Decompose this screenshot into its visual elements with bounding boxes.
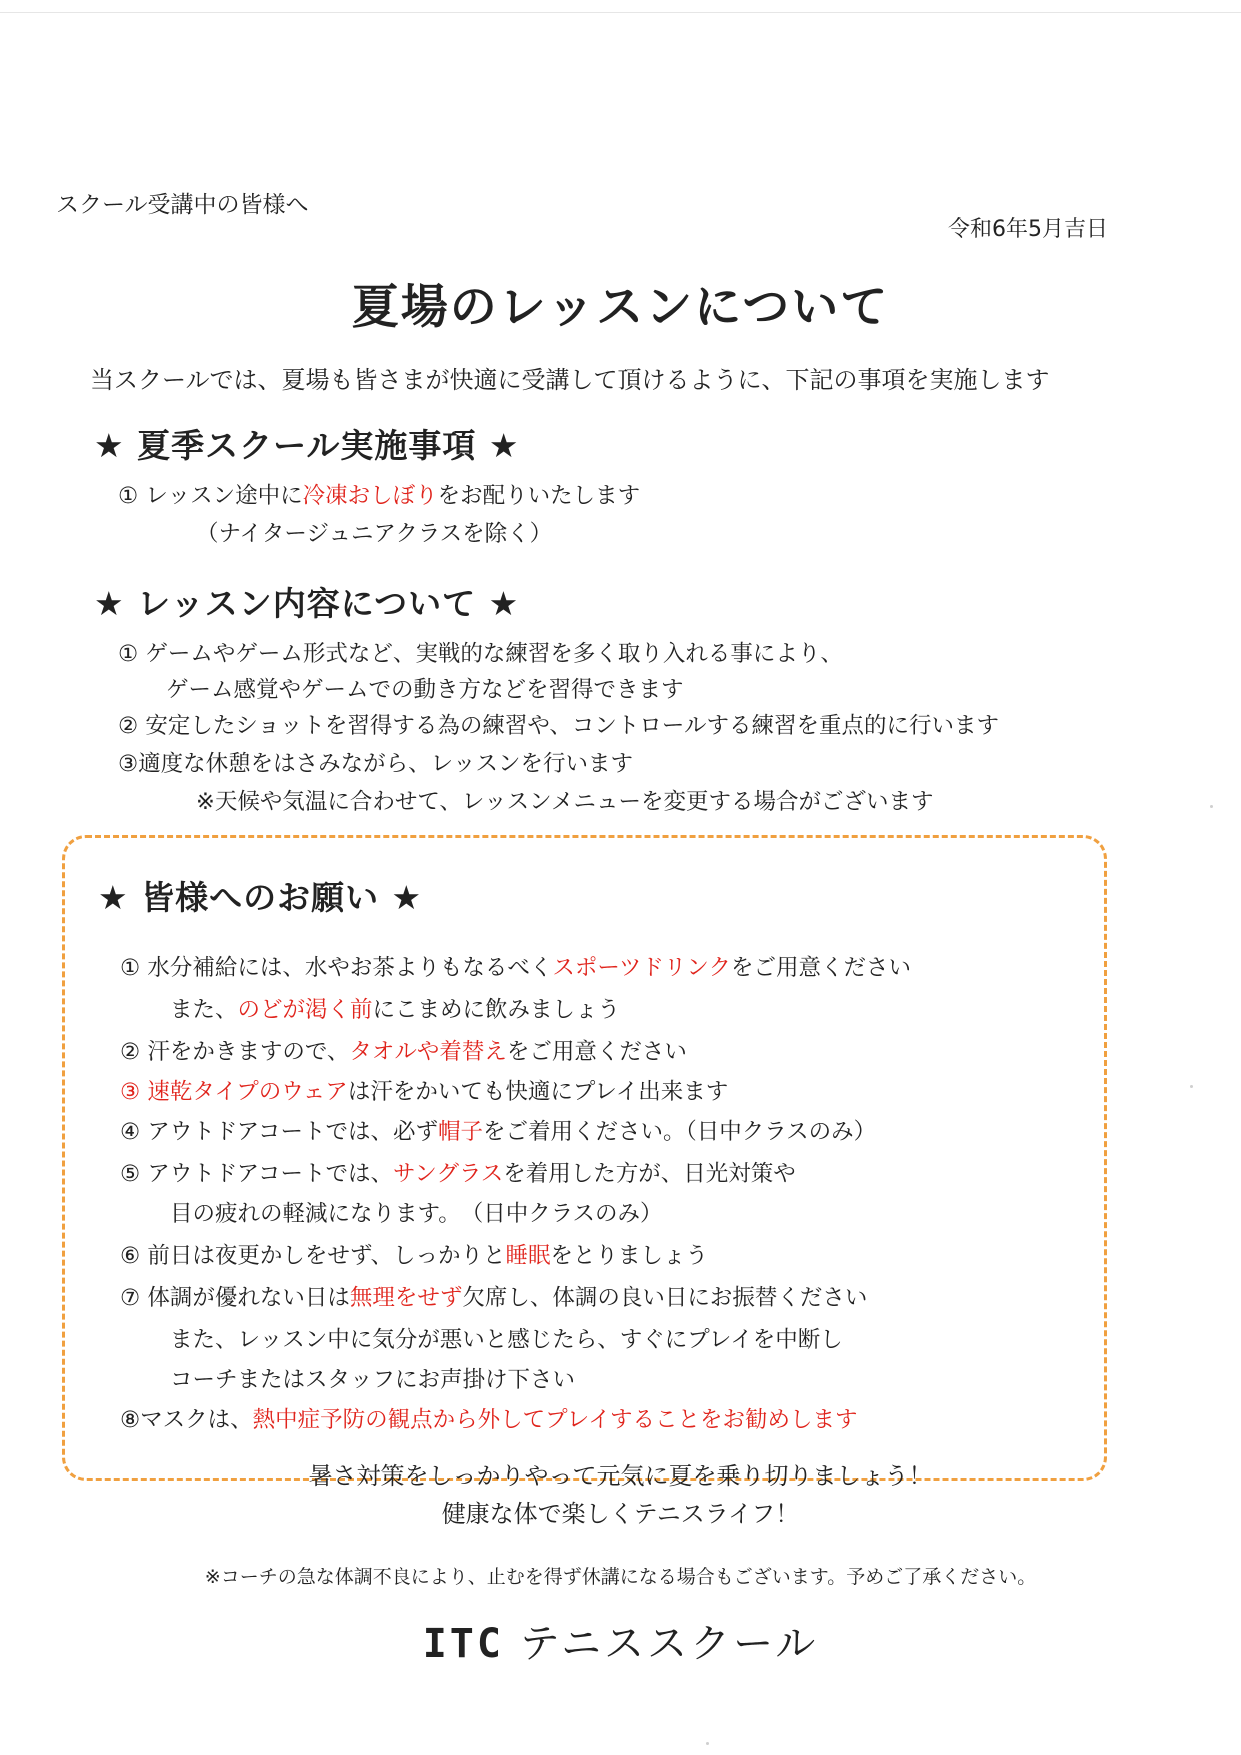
item-text: また、 [170, 997, 238, 1023]
item-number: ③ [120, 1079, 148, 1105]
list-item: ① ゲームやゲーム形式など、実戦的な練習を多く取り入れる事により、 [118, 641, 843, 667]
list-item [120, 1074, 728, 1106]
date: 令和6年5月吉日 [948, 217, 1108, 242]
highlight-text: 無理をせず [349, 1285, 463, 1311]
list-item [120, 1238, 708, 1270]
highlight-text: 熱中症予防の観点から外してプレイすることをお勧めします [252, 1407, 858, 1433]
item-text: は汗をかいても快適にプレイ出来ます [347, 1079, 729, 1105]
item-text: を着用した方が、日光対策や [503, 1161, 796, 1187]
scan-speck [706, 1742, 709, 1745]
item-text: ⑤ アウトドアコートでは、 [120, 1161, 394, 1187]
item-text: をお配りいたします [437, 483, 641, 509]
addressee: スクール受講中の皆様へ [56, 192, 309, 218]
list-item [120, 1034, 687, 1066]
list-item [120, 1114, 876, 1146]
list-item-continued [170, 992, 620, 1024]
school-name [0, 1612, 1241, 1669]
list-item [118, 478, 640, 510]
section-heading-requests: ★ 皆様へのお願い ★ [98, 878, 423, 917]
intro-text: 当スクールでは、夏場も皆さまが快適に受講して頂けるように、下記の事項を実施します [90, 366, 1050, 394]
item-text: をとりましょう [550, 1243, 709, 1269]
list-item [120, 1280, 867, 1312]
scan-speck [1190, 1085, 1193, 1088]
closing-line-1: 暑さ対策をしっかりやって元気に夏を乗り切りましょう！ [308, 1462, 933, 1490]
closing-line-2: 健康な体で楽しくテニスライフ！ [441, 1500, 800, 1528]
school-name-kana: テニススクール [519, 1621, 819, 1667]
list-item [120, 1156, 796, 1188]
highlight-text: サングラス [393, 1161, 504, 1187]
item-text: ⑥ 前日は夜更かしをせず、しっかりと [120, 1243, 506, 1269]
list-item [120, 1402, 857, 1434]
list-item: ② 安定したショットを習得する為の練習や、コントロールする練習を重点的に行います [118, 713, 999, 739]
scan-speck [1210, 805, 1213, 808]
item-note: （ナイタージュニアクラスを除く） [196, 521, 553, 547]
item-text: ② 汗をかきますので、 [120, 1039, 350, 1065]
list-item-continued: 目の疲れの軽減になります。 （日中クラスのみ） [170, 1201, 663, 1227]
school-name-latin: ITC [422, 1621, 504, 1667]
item-text: ① 水分補給には、水やお茶よりもなるべく [120, 955, 553, 981]
list-item: ③適度な休憩をはさみながら、レッスンを行います [118, 751, 633, 777]
list-item [120, 950, 911, 982]
highlight-text: のどが渇く前 [237, 997, 373, 1023]
item-text: ④ アウトドアコートでは、必ず [120, 1119, 439, 1145]
item-text: 欠席し、体調の良い日にお振替ください [462, 1285, 868, 1311]
highlight-text: 冷凍おしぼり [302, 483, 438, 509]
scan-edge-line [0, 12, 1241, 13]
item-note: ※天候や気温に合わせて、レッスンメニューを変更する場合がございます [196, 789, 934, 815]
highlight-text: スポーツドリンク [552, 955, 731, 981]
highlight-text: 帽子 [438, 1119, 484, 1145]
footnote: ※コーチの急な体調不良により、止むを得ず休講になる場合もございます。予めご了承ください。 [204, 1566, 1037, 1588]
item-text: にこまめに飲みましょう [372, 997, 621, 1023]
list-item-continued: また、レッスン中に気分が悪いと感じたら、すぐにプレイを中断し [170, 1327, 843, 1353]
section-heading-summer-measures: ★ 夏季スクール実施事項 ★ [94, 426, 520, 465]
item-text: ① レッスン途中に [118, 483, 303, 509]
list-item-continued: コーチまたはスタッフにお声掛け下さい [170, 1367, 576, 1393]
item-text: ⑦ 体調が優れない日は [120, 1285, 350, 1311]
highlight-text: 速乾タイプのウェア [147, 1079, 348, 1105]
highlight-text: タオルや着替え [349, 1039, 507, 1065]
list-item-continued: ゲーム感覚やゲームでの動き方などを習得できます [166, 677, 684, 703]
highlight-text: 睡眠 [505, 1243, 551, 1269]
item-text: をご着用ください。（日中クラスのみ） [483, 1119, 877, 1145]
item-text: をご用意ください [506, 1039, 687, 1065]
item-text: をご用意ください [730, 955, 911, 981]
item-text: ⑧マスクは、 [120, 1407, 253, 1433]
page-title: 夏場のレッスンについて [351, 280, 890, 335]
section-heading-lesson-content: ★ レッスン内容について ★ [94, 584, 520, 623]
